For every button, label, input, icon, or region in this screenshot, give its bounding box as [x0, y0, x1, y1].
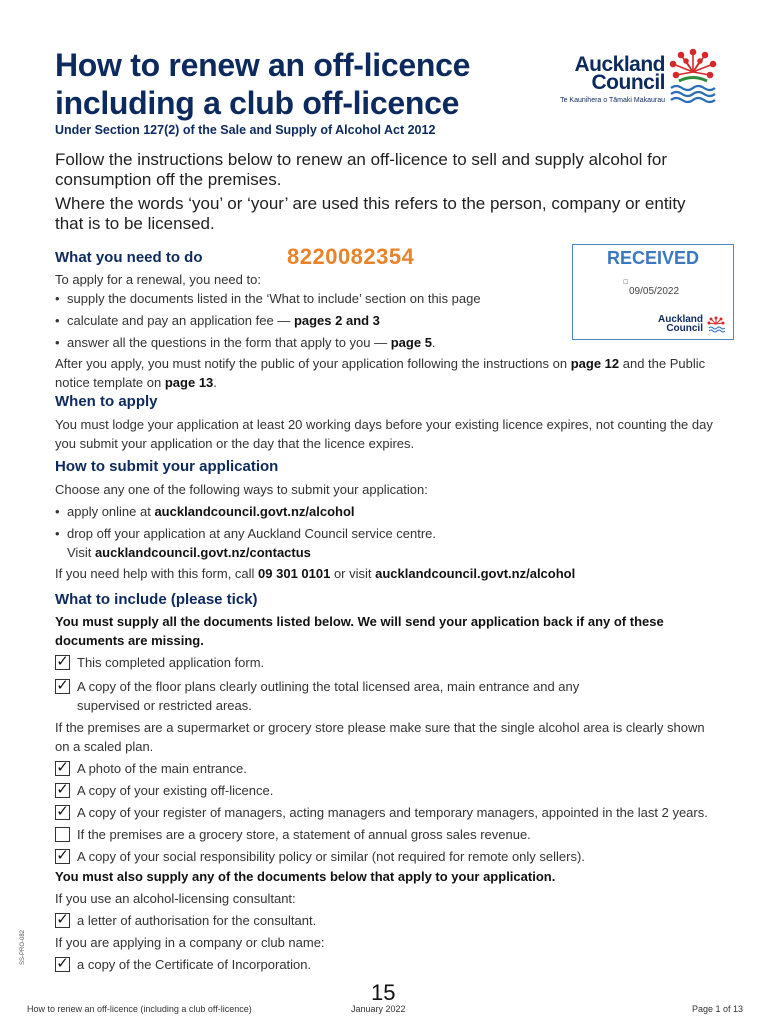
intro-paragraph-1: Follow the instructions below to renew an off-licence to sell and supply alcohol for consumption off the premises. — [55, 150, 668, 189]
also-supply-text: You must also supply any of the documents below that apply to your application. — [55, 869, 556, 884]
checklist-item: ✓ A copy of your register of managers, acting managers and temporary managers, appointed in the last 2 years. — [56, 803, 708, 820]
contact-us-link[interactable]: aucklandcouncil.govt.nz/contactus — [94, 545, 311, 560]
consultant-lead: If you use an alcohol-licensing consultant: — [55, 891, 296, 906]
how-to-submit-section — [55, 457, 715, 583]
checklist-item: ✓ This completed application form. — [56, 653, 265, 670]
what-to-include-heading: What to include (please tick) — [55, 591, 258, 608]
what-to-include-section — [55, 590, 715, 974]
checkbox[interactable]: ✓ — [56, 847, 69, 864]
checklist-item: ✓ a letter of authorisation for the consultant. — [56, 911, 317, 928]
what-to-do-heading: What you need to do — [55, 249, 203, 266]
checkbox[interactable] — [55, 827, 70, 842]
checklist-item: ✓ A copy of the floor plans clearly outlining the total licensed area, main entrance and any supervised or restricted areas. — [56, 677, 580, 713]
checkbox[interactable]: ✓ — [56, 803, 69, 820]
list-item: • apply online at aucklandcouncil.govt.nz/alcohol — [55, 502, 715, 521]
notify-public-text: After you apply, you must notify the public of your application following the instructions on page 12 and the Public notice template on page 13. — [55, 356, 706, 390]
checklist-item: If the premises are a grocery store, a statement of annual gross sales revenue. — [55, 825, 715, 844]
logo-wordmark: Auckland Council — [574, 53, 665, 94]
checklist-item: ✓ a copy of the Certificate of Incorporation. — [56, 955, 312, 972]
checkbox[interactable]: ✓ — [56, 911, 69, 928]
what-to-do-section — [55, 248, 715, 392]
company-lead: If you are applying in a company or club name: — [55, 935, 325, 950]
received-stamp-tick: ☐ — [623, 280, 629, 286]
intro-text — [55, 150, 715, 238]
checkbox[interactable]: ✓ — [56, 781, 69, 798]
received-stamp-date: 09/05/2022 — [629, 286, 680, 297]
checklist-item: ✓ A copy of your social responsibility policy or similar (not required for remote only sellers). — [56, 847, 585, 864]
alcohol-link[interactable]: aucklandcouncil.govt.nz/alcohol — [375, 566, 576, 581]
received-stamp-title: RECEIVED — [606, 248, 700, 268]
footer-title: How to renew an off-licence (including a club off-licence) — [27, 1004, 252, 1014]
when-to-apply-heading: When to apply — [55, 393, 158, 410]
phone-number: 09 301 0101 — [258, 566, 331, 581]
how-to-submit-lead: Choose any one of the following ways to submit your application: — [55, 482, 428, 497]
checkbox[interactable]: ✓ — [56, 759, 69, 776]
application-number-stamp: 8220082354 — [287, 244, 415, 269]
auckland-council-logo — [553, 46, 723, 108]
checkbox[interactable]: ✓ — [56, 677, 69, 694]
supermarket-note: If the premises are a supermarket or grocery store please make sure that the single alcohol area is clearly shown on a scaled plan. — [55, 720, 705, 754]
intro-paragraph-2: Where the words ‘you’ or ‘your’ are used this refers to the person, company or entity that is to be licensed. — [55, 194, 686, 233]
help-text: If you need help with this form, call 09 301 0101 or visit aucklandcouncil.govt.nz/alcohol — [55, 566, 576, 581]
list-item: • drop off your application at any Auckland Council service centre. Visit aucklandcouncil.govt.nz/contactus — [55, 524, 715, 562]
must-supply-text: You must supply all the documents listed below. We will send your application back if any of these documents are missing. — [55, 614, 664, 648]
checklist-item: ✓ A copy of your existing off-licence. — [56, 781, 274, 798]
when-to-apply-text: You must lodge your application at least 20 working days before your existing licence expires, not counting the day you submit your application or the day that the licence expires. — [55, 417, 713, 451]
received-stamp-logo: Auckland Council — [657, 314, 703, 334]
footer-date: January 2022 — [351, 1004, 406, 1014]
pohutukawa-flower-icon — [667, 48, 719, 104]
list-item: • calculate and pay an application fee — pages 2 and 3 — [55, 311, 715, 330]
what-to-do-lead: To apply for a renewal, you need to: — [55, 272, 261, 287]
how-to-submit-heading: How to submit your application — [55, 458, 279, 475]
page-subtitle: Under Section 127(2) of the Sale and Supply of Alcohol Act 2012 — [55, 123, 436, 137]
logo-tagline: Te Kaunihera o Tāmaki Makaurau — [560, 97, 665, 104]
list-item: • supply the documents listed in the ‘What to include’ section on this page — [55, 289, 715, 308]
page-title: How to renew an off-licence including a club off-licence — [55, 47, 471, 121]
footer-page-number: Page 1 of 13 — [691, 1004, 743, 1014]
form-code: SS-PRO-082 — [20, 929, 26, 965]
when-to-apply-section — [55, 392, 715, 453]
checklist-item: ✓ A photo of the main entrance. — [56, 759, 247, 776]
list-item: • answer all the questions in the form that apply to you — page 5. — [55, 333, 715, 352]
checkbox[interactable]: ✓ — [56, 955, 69, 972]
apply-online-link[interactable]: aucklandcouncil.govt.nz/alcohol — [154, 504, 355, 519]
page-stamp-number: 15 — [371, 980, 396, 1005]
checkbox[interactable]: ✓ — [56, 653, 69, 670]
